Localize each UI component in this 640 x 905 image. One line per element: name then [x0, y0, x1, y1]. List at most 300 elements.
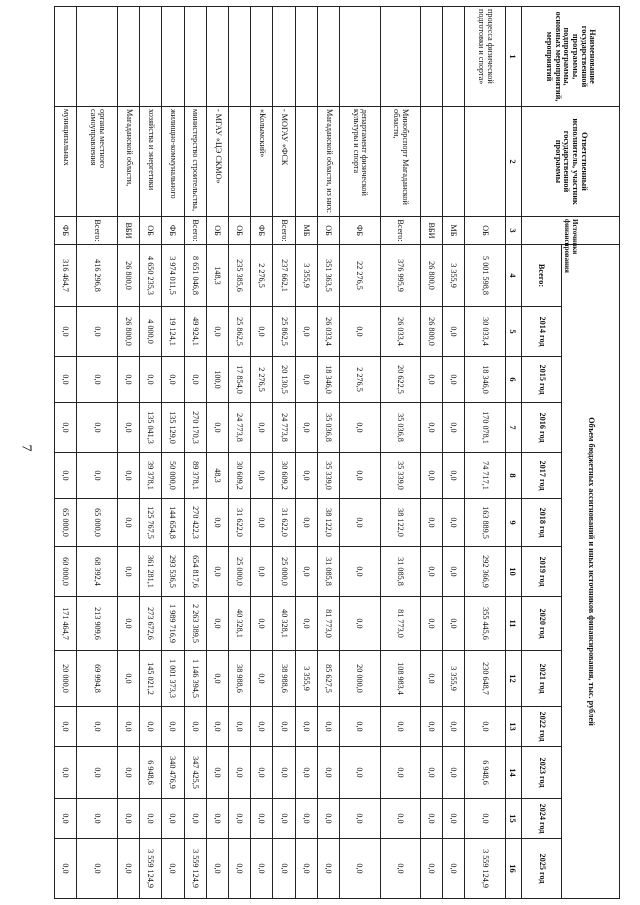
funding-source-cell: ОБ — [140, 217, 162, 245]
responsible-cell: «Колымский» — [251, 107, 273, 217]
amount-cell: 0,0 — [317, 799, 339, 839]
table-row — [340, 7, 381, 899]
amount-cell: 0,0 — [295, 707, 317, 747]
amount-cell: 230 648,7 — [465, 651, 506, 707]
amount-cell: 3 355,9 — [443, 651, 465, 707]
amount-cell: 25 862,5 — [228, 307, 250, 357]
amount-cell: 0,0 — [317, 839, 339, 899]
amount-cell: 0,0 — [228, 747, 250, 799]
amount-cell: 24 773,8 — [273, 403, 295, 453]
amount-cell: 376 995,9 — [380, 245, 421, 307]
amount-cell: 0,0 — [206, 597, 228, 651]
amount-cell: 31 622,0 — [273, 499, 295, 547]
program-name-cell — [228, 7, 250, 107]
funding-source-cell: Всего: — [184, 217, 206, 245]
funding-table — [54, 6, 620, 899]
responsible-cell — [295, 107, 317, 217]
amount-cell: 0,0 — [340, 747, 381, 799]
amount-cell: 48,3 — [206, 453, 228, 499]
amount-cell: 163 889,5 — [465, 499, 506, 547]
amount-cell: 0,0 — [55, 403, 77, 453]
amount-cell: 26 800,0 — [117, 245, 139, 307]
amount-cell: 35 339,0 — [380, 453, 421, 499]
header-year: 2015 год — [522, 357, 562, 403]
amount-cell: 20 000,0 — [55, 651, 77, 707]
amount-cell: 0,0 — [340, 547, 381, 597]
amount-cell: 0,0 — [162, 839, 184, 899]
funding-source-cell: Всего: — [77, 217, 118, 245]
amount-cell: 148,3 — [206, 245, 228, 307]
amount-cell: 0,0 — [421, 707, 443, 747]
table-row — [380, 7, 421, 899]
index-cell: 10 — [506, 547, 522, 597]
amount-cell: 3 355,9 — [443, 245, 465, 307]
amount-cell: 355 445,6 — [465, 597, 506, 651]
responsible-cell — [228, 107, 250, 217]
amount-cell: 0,0 — [295, 597, 317, 651]
amount-cell: 3 974 011,5 — [162, 245, 184, 307]
amount-cell: 0,0 — [380, 799, 421, 839]
amount-cell: 270 170,3 — [184, 403, 206, 453]
amount-cell: 0,0 — [443, 453, 465, 499]
amount-cell: 0,0 — [443, 307, 465, 357]
amount-cell: 0,0 — [251, 499, 273, 547]
index-cell: 14 — [506, 747, 522, 799]
amount-cell: 0,0 — [295, 547, 317, 597]
amount-cell: 40 328,1 — [228, 597, 250, 651]
header-year: 2014 год — [522, 307, 562, 357]
amount-cell: 0,0 — [251, 839, 273, 899]
index-cell: 12 — [506, 651, 522, 707]
amount-cell: 0,0 — [251, 453, 273, 499]
amount-cell: 0,0 — [380, 747, 421, 799]
amount-cell: 38 988,6 — [273, 651, 295, 707]
funding-source-cell: ВБИ — [421, 217, 443, 245]
amount-cell: 0,0 — [295, 499, 317, 547]
program-name-cell — [380, 7, 421, 107]
amount-cell: 0,0 — [117, 707, 139, 747]
amount-cell: 1 001 373,3 — [162, 651, 184, 707]
amount-cell: 31 085,8 — [317, 547, 339, 597]
amount-cell: 1 146 394,5 — [184, 651, 206, 707]
program-name-cell — [317, 7, 339, 107]
amount-cell: 26 800,0 — [117, 307, 139, 357]
amount-cell: 0,0 — [421, 403, 443, 453]
amount-cell: 3 559 124,9 — [184, 839, 206, 899]
index-cell: 9 — [506, 499, 522, 547]
responsible-cell: органы местного самоуправления — [77, 107, 118, 217]
amount-cell: 0,0 — [140, 707, 162, 747]
index-cell: 2 — [506, 107, 522, 217]
amount-cell: 0,0 — [421, 747, 443, 799]
amount-cell: 24 773,8 — [228, 403, 250, 453]
amount-cell: 25 862,5 — [273, 307, 295, 357]
amount-cell: 416 296,8 — [77, 245, 118, 307]
index-cell: 7 — [506, 403, 522, 453]
amount-cell: 3 355,9 — [295, 651, 317, 707]
amount-cell: 0,0 — [340, 453, 381, 499]
amount-cell: 30 609,2 — [273, 453, 295, 499]
table-row — [317, 7, 339, 899]
amount-cell: 0,0 — [421, 799, 443, 839]
funding-source-cell: МБ — [443, 217, 465, 245]
header-year: 2019 год — [522, 547, 562, 597]
amount-cell: 0,0 — [228, 839, 250, 899]
amount-cell: 0,0 — [295, 403, 317, 453]
program-name-cell — [443, 7, 465, 107]
funding-source-cell: Всего: — [273, 217, 295, 245]
amount-cell: 0,0 — [443, 597, 465, 651]
amount-cell: 35 339,0 — [317, 453, 339, 499]
amount-cell: 6 948,6 — [465, 747, 506, 799]
responsible-cell — [443, 107, 465, 217]
amount-cell: 30 609,2 — [228, 453, 250, 499]
amount-cell: 0,0 — [162, 357, 184, 403]
program-name-cell — [55, 7, 77, 107]
amount-cell: 0,0 — [421, 839, 443, 899]
program-name-cell — [140, 7, 162, 107]
amount-cell: 0,0 — [251, 307, 273, 357]
amount-cell: 25 000,0 — [273, 547, 295, 597]
amount-cell: 38 988,6 — [228, 651, 250, 707]
amount-cell: 0,0 — [465, 707, 506, 747]
amount-cell: 0,0 — [184, 357, 206, 403]
amount-cell: 0,0 — [117, 547, 139, 597]
amount-cell: 38 122,0 — [380, 499, 421, 547]
amount-cell: 0,0 — [443, 707, 465, 747]
header-year: 2022 год — [522, 707, 562, 747]
header-year: 2018 год — [522, 499, 562, 547]
responsible-cell: муниципальных — [55, 107, 77, 217]
amount-cell: 0,0 — [117, 499, 139, 547]
page-number: 7 — [18, 444, 34, 452]
amount-cell: 35 036,8 — [380, 403, 421, 453]
funding-source-cell: ОБ — [465, 217, 506, 245]
amount-cell: 0,0 — [77, 453, 118, 499]
responsible-cell: департамент физической культуры и спорта — [340, 107, 381, 217]
amount-cell: 0,0 — [77, 357, 118, 403]
amount-cell: 26 800,0 — [421, 245, 443, 307]
index-cell: 15 — [506, 799, 522, 839]
amount-cell: 0,0 — [117, 839, 139, 899]
amount-cell: 0,0 — [251, 403, 273, 453]
amount-cell: 351 363,5 — [317, 245, 339, 307]
amount-cell: 81 773,0 — [380, 597, 421, 651]
table-row — [443, 7, 465, 899]
program-name-cell — [340, 7, 381, 107]
amount-cell: 0,0 — [443, 403, 465, 453]
funding-source-cell: ОБ — [228, 217, 250, 245]
amount-cell: 0,0 — [184, 707, 206, 747]
amount-cell: 213 909,6 — [77, 597, 118, 651]
header-year: 2020 год — [522, 597, 562, 651]
amount-cell: 60 000,0 — [55, 547, 77, 597]
amount-cell: 0,0 — [317, 707, 339, 747]
table-row — [184, 7, 206, 899]
amount-cell: 0,0 — [206, 499, 228, 547]
amount-cell: 89 378,1 — [184, 453, 206, 499]
responsible-cell: жилищно-коммунального — [162, 107, 184, 217]
amount-cell: 18 346,0 — [465, 357, 506, 403]
funding-source-cell: ФБ — [251, 217, 273, 245]
amount-cell: 0,0 — [228, 799, 250, 839]
table-body — [55, 7, 506, 899]
amount-cell: 0,0 — [273, 747, 295, 799]
amount-cell: 26 033,4 — [317, 307, 339, 357]
amount-cell: 2 276,5 — [251, 245, 273, 307]
table-row — [162, 7, 184, 899]
index-row — [506, 7, 522, 899]
amount-cell: 0,0 — [340, 799, 381, 839]
amount-cell: 654 817,6 — [184, 547, 206, 597]
index-cell: 4 — [506, 245, 522, 307]
amount-cell: 4 000,0 — [140, 307, 162, 357]
program-name-cell — [251, 7, 273, 107]
amount-cell: 3 559 124,9 — [140, 839, 162, 899]
amount-cell: 0,0 — [206, 839, 228, 899]
amount-cell: 0,0 — [251, 799, 273, 839]
amount-cell: 100,0 — [206, 357, 228, 403]
amount-cell: 74 717,1 — [465, 453, 506, 499]
table-row — [273, 7, 295, 899]
header-total: Всего: — [522, 245, 562, 307]
amount-cell: 0,0 — [228, 707, 250, 747]
amount-cell: 0,0 — [55, 839, 77, 899]
amount-cell: 0,0 — [251, 547, 273, 597]
amount-cell: 0,0 — [55, 453, 77, 499]
funding-source-cell: ВБИ — [117, 217, 139, 245]
amount-cell: 0,0 — [55, 307, 77, 357]
program-name-cell — [184, 7, 206, 107]
table-row — [228, 7, 250, 899]
amount-cell: 0,0 — [251, 651, 273, 707]
amount-cell: 0,0 — [117, 453, 139, 499]
amount-cell: 49 924,1 — [184, 307, 206, 357]
index-cell: 11 — [506, 597, 522, 651]
amount-cell: 108 983,4 — [380, 651, 421, 707]
amount-cell: 0,0 — [421, 651, 443, 707]
amount-cell: 6 948,6 — [140, 747, 162, 799]
amount-cell: 0,0 — [295, 307, 317, 357]
amount-cell: 340 476,9 — [162, 747, 184, 799]
program-name-cell — [77, 7, 118, 107]
program-name-cell — [206, 7, 228, 107]
amount-cell: 85 627,5 — [317, 651, 339, 707]
amount-cell: 0,0 — [443, 799, 465, 839]
header-funding-volume: Объем бюджетных ассигнований и иных источников финансирования, тыс. рублей — [562, 245, 620, 899]
amount-cell: 3 559 124,9 — [465, 839, 506, 899]
responsible-cell: - МГАУ «ЦЭ СКМО» — [206, 107, 228, 217]
responsible-cell — [421, 107, 443, 217]
amount-cell: 0,0 — [206, 799, 228, 839]
header-year: 2025 год — [522, 839, 562, 899]
amount-cell: 0,0 — [273, 707, 295, 747]
amount-cell: 347 425,5 — [184, 747, 206, 799]
amount-cell: 81 773,0 — [317, 597, 339, 651]
amount-cell: 125 767,5 — [140, 499, 162, 547]
amount-cell: 0,0 — [55, 707, 77, 747]
amount-cell: 65 000,0 — [77, 499, 118, 547]
amount-cell: 0,0 — [443, 839, 465, 899]
amount-cell: 0,0 — [295, 799, 317, 839]
amount-cell: 20 000,0 — [340, 651, 381, 707]
index-cell: 8 — [506, 453, 522, 499]
header-year: 2017 год — [522, 453, 562, 499]
amount-cell: 0,0 — [421, 357, 443, 403]
amount-cell: 35 036,8 — [317, 403, 339, 453]
funding-source-cell: ФБ — [55, 217, 77, 245]
amount-cell: 0,0 — [117, 799, 139, 839]
amount-cell: 0,0 — [117, 403, 139, 453]
amount-cell: 0,0 — [295, 453, 317, 499]
amount-cell: 68 392,4 — [77, 547, 118, 597]
table-row — [295, 7, 317, 899]
table-row — [251, 7, 273, 899]
amount-cell: 0,0 — [340, 499, 381, 547]
amount-cell: 2 276,5 — [340, 357, 381, 403]
amount-cell: 0,0 — [340, 707, 381, 747]
amount-cell: 0,0 — [77, 799, 118, 839]
amount-cell: 170 078,1 — [465, 403, 506, 453]
funding-source-cell: ФБ — [162, 217, 184, 245]
amount-cell: 19 124,1 — [162, 307, 184, 357]
index-cell: 6 — [506, 357, 522, 403]
amount-cell: 0,0 — [77, 839, 118, 899]
amount-cell: 0,0 — [77, 403, 118, 453]
amount-cell: 0,0 — [251, 597, 273, 651]
amount-cell: 361 281,1 — [140, 547, 162, 597]
amount-cell: 38 122,0 — [317, 499, 339, 547]
amount-cell: 22 276,5 — [340, 245, 381, 307]
amount-cell: 171 464,7 — [55, 597, 77, 651]
amount-cell: 0,0 — [317, 747, 339, 799]
amount-cell: 0,0 — [251, 747, 273, 799]
amount-cell: 0,0 — [443, 547, 465, 597]
amount-cell: 293 536,5 — [162, 547, 184, 597]
amount-cell: 0,0 — [340, 307, 381, 357]
amount-cell: 0,0 — [162, 799, 184, 839]
rotated-table-container — [54, 6, 620, 898]
amount-cell: 3 355,9 — [295, 245, 317, 307]
table-row — [77, 7, 118, 899]
amount-cell: 0,0 — [206, 307, 228, 357]
amount-cell: 31 085,8 — [380, 547, 421, 597]
amount-cell: 50 000,0 — [162, 453, 184, 499]
responsible-cell: министерство строительства, — [184, 107, 206, 217]
header-year: 2024 год — [522, 799, 562, 839]
amount-cell: 135 041,3 — [140, 403, 162, 453]
amount-cell: 31 622,0 — [228, 499, 250, 547]
amount-cell: 18 346,0 — [317, 357, 339, 403]
responsible-cell — [465, 107, 506, 217]
header-year: 2021 год — [522, 651, 562, 707]
funding-source-cell: МБ — [295, 217, 317, 245]
program-name-cell — [117, 7, 139, 107]
amount-cell: 0,0 — [206, 403, 228, 453]
table-row — [140, 7, 162, 899]
amount-cell: 0,0 — [77, 707, 118, 747]
amount-cell: 25 000,0 — [228, 547, 250, 597]
amount-cell: 0,0 — [77, 747, 118, 799]
funding-source-cell: ОБ — [206, 217, 228, 245]
table-row — [206, 7, 228, 899]
amount-cell: 316 464,7 — [55, 245, 77, 307]
amount-cell: 0,0 — [465, 799, 506, 839]
header-year: 2016 год — [522, 403, 562, 453]
amount-cell: 0,0 — [340, 839, 381, 899]
amount-cell: 30 033,4 — [465, 307, 506, 357]
index-cell: 16 — [506, 839, 522, 899]
amount-cell: 0,0 — [421, 547, 443, 597]
header-funding-source: Источники финансирования — [522, 217, 620, 245]
amount-cell: 0,0 — [206, 707, 228, 747]
amount-cell: 0,0 — [77, 307, 118, 357]
program-name-cell — [273, 7, 295, 107]
amount-cell: 0,0 — [421, 499, 443, 547]
amount-cell: 0,0 — [55, 747, 77, 799]
responsible-cell: Магаданской области, — [117, 107, 139, 217]
amount-cell: 0,0 — [340, 597, 381, 651]
amount-cell: 0,0 — [206, 547, 228, 597]
funding-source-cell: ФБ — [340, 217, 381, 245]
amount-cell: 5 001 598,8 — [465, 245, 506, 307]
table-row — [421, 7, 443, 899]
amount-cell: 17 854,0 — [228, 357, 250, 403]
amount-cell: 270 422,3 — [184, 499, 206, 547]
amount-cell: 26 800,0 — [421, 307, 443, 357]
index-cell: 1 — [506, 7, 522, 107]
amount-cell: 144 654,8 — [162, 499, 184, 547]
index-cell: 5 — [506, 307, 522, 357]
amount-cell: 0,0 — [273, 839, 295, 899]
amount-cell: 0,0 — [251, 707, 273, 747]
amount-cell: 0,0 — [184, 799, 206, 839]
responsible-cell: Магаданской области, из них: — [317, 107, 339, 217]
table-row — [465, 7, 506, 899]
amount-cell: 20 130,5 — [273, 357, 295, 403]
index-cell: 13 — [506, 707, 522, 747]
header-year: 2023 год — [522, 747, 562, 799]
table-row — [55, 7, 77, 899]
program-name-cell: процесса физической подготовки и спорта» — [465, 7, 506, 107]
amount-cell: 0,0 — [55, 357, 77, 403]
index-cell: 3 — [506, 217, 522, 245]
amount-cell: 2 263 389,5 — [184, 597, 206, 651]
header-program-name: Наименование государственной программы, подпрограммы, основных мероприятий, мероприятий — [522, 7, 620, 107]
responsible-cell: - МОГАУ «ФСК — [273, 107, 295, 217]
amount-cell: 273 672,6 — [140, 597, 162, 651]
amount-cell: 0,0 — [295, 747, 317, 799]
amount-cell: 0,0 — [117, 747, 139, 799]
amount-cell: 8 651 046,8 — [184, 245, 206, 307]
amount-cell: 0,0 — [443, 357, 465, 403]
amount-cell: 0,0 — [340, 403, 381, 453]
amount-cell: 0,0 — [117, 651, 139, 707]
amount-cell: 4 650 235,3 — [140, 245, 162, 307]
program-name-cell — [295, 7, 317, 107]
amount-cell: 0,0 — [380, 707, 421, 747]
header-responsible: Ответственный исполнитель, участник государственной программы — [522, 107, 620, 217]
amount-cell: 135 129,0 — [162, 403, 184, 453]
amount-cell: 0,0 — [162, 707, 184, 747]
amount-cell: 292 366,9 — [465, 547, 506, 597]
funding-source-cell: ОБ — [317, 217, 339, 245]
amount-cell: 26 033,4 — [380, 307, 421, 357]
amount-cell: 0,0 — [421, 597, 443, 651]
amount-cell: 0,0 — [295, 357, 317, 403]
amount-cell: 0,0 — [421, 453, 443, 499]
amount-cell: 69 994,8 — [77, 651, 118, 707]
